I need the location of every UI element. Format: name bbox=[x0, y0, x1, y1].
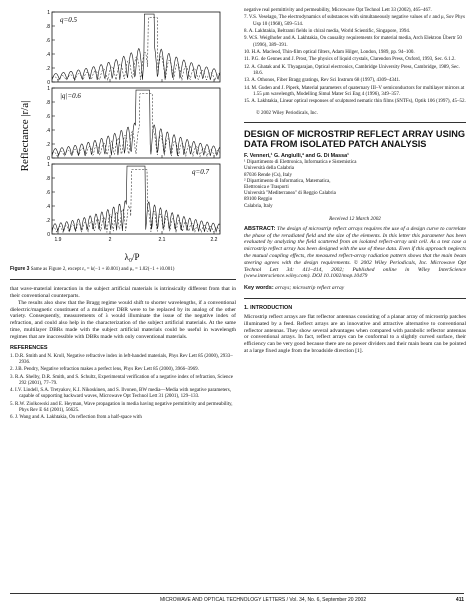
caption-label: Figure 3 bbox=[10, 266, 30, 272]
references-list-right bbox=[244, 8, 466, 106]
figure-caption bbox=[10, 266, 236, 273]
references-heading: REFERENCES bbox=[10, 344, 48, 351]
copyright-notice: © 2002 Wiley Periodicals, Inc. bbox=[256, 110, 318, 116]
affiliation-line: Elettronica e Trasporti bbox=[244, 184, 289, 190]
reference-item: 7. V.S. Veselago, The electrodynamics of substances with simultaneously negative values of ε and μ, Sov Phys Usp 10 (1968), 509–514. bbox=[244, 15, 465, 27]
abstract-text: The design of microstrip reflect arrays requires the use of a design curve to correlate the phase of the reradiated field and the size of the elements. In this letter this parameter has been evaluated by analyzing the field scattered from an isolated reflect-array unit cell. As a test case a microstrip reflect array has been designed with the use of these data. Even if this approach neglects the mutual coupling effects, the measured reflect-array radiation pattern shows that the main beam steering agrees with the design requirements. © 2002 Wiley Periodicals, Inc. Microwave Opt Technol Lett 34: 411–414, 2002; Published online in Wiley InterScience (www.interscience.wiley.com). DOI 10.1002/mop.10479 bbox=[244, 225, 466, 280]
y-tick-label: .6 bbox=[45, 38, 50, 44]
reference-item: 4. I.V. Lindell, S.A. Tretyakov, K.I. Nikoskinen, and S. Ilvonen, BW media—Media with negative parameters, capable of supporting backward waves, Microwave Opt Technol Lett 31 (2001), 129–133. bbox=[10, 388, 231, 400]
affiliation-line: ¹ Dipartimento di Elettronica, Informatica e Sistemistica bbox=[244, 160, 357, 166]
y-tick-label: 0 bbox=[47, 156, 50, 162]
reference-item: 6. J. Wang and A. Lakhtakia, On reflection from a half-space with bbox=[10, 415, 142, 421]
reference-item: 11. P.G. de Gennes and J. Prost, The physics of liquid crystals, Clarendon Press, Oxford, 1993, Sec. 6.1.2. bbox=[244, 57, 456, 63]
figure-3 bbox=[10, 8, 236, 264]
received-date: Received 12 March 2002 bbox=[329, 215, 381, 222]
reference-item: 13. A. Othonos, Fiber Bragg gratings, Rev Sci Instrum 68 (1997), 4309–4341. bbox=[244, 78, 401, 84]
left-column bbox=[10, 8, 236, 423]
affiliation-line: ² Dipartimento di Informatica, Matematica, bbox=[244, 178, 331, 184]
y-tick-label: 1 bbox=[47, 10, 50, 16]
divider bbox=[244, 122, 466, 123]
affiliation-line: Università "Mediterranea" di Reggio Calabria bbox=[244, 191, 336, 197]
reference-item: negative real permittivity and permeability, Microwave Opt Technol Lett 33 (2002), 465–467. bbox=[244, 8, 432, 13]
reflectance-curve-solid bbox=[52, 14, 220, 80]
abstract-label: ABSTRACT: bbox=[244, 225, 276, 232]
y-tick-label: 1 bbox=[47, 162, 50, 168]
y-tick-label: 0 bbox=[47, 80, 50, 86]
y-tick-label: .6 bbox=[45, 114, 50, 120]
affiliation-line: Calabria, Italy bbox=[244, 203, 273, 209]
left-body-text bbox=[10, 286, 236, 340]
author-names: F. Venneri,¹ G. Angiulli,² and G. Di Massa¹ bbox=[244, 153, 349, 160]
keywords bbox=[244, 285, 466, 292]
y-tick-label: .8 bbox=[45, 24, 50, 30]
affiliation-line: 87036 Rende (Cs), Italy bbox=[244, 172, 293, 178]
abstract bbox=[244, 226, 466, 280]
panel-label: q=0.7 bbox=[192, 168, 209, 176]
reference-item: 15. A. Lakhtakia, Linear optical responses of sculptured nematic thin films (SNTFs), Optik 106 (1997), 45–52. bbox=[244, 99, 466, 105]
reference-item: 9. W.S. Weiglhofer and A. Lakhtakia, On causality requirements for material media, Arch Elektron Übertr 50 (1996), 389–391. bbox=[244, 36, 462, 48]
y-axis-label: Reflectance |r/a| bbox=[19, 100, 31, 172]
y-tick-label: .2 bbox=[45, 142, 50, 148]
intro-text: Microstrip reflect arrays are flat reflector antennas consisting of a planar array of microstrip patches illuminated by a feed. Reflect arrays are an innovative and attractive alternative to conventional reflector antennas. They show several advantages when compared with parabolic reflector antennas or conventional arrays. In fact, reflect arrays can be conformal to a slightly curved surface, their efficiency can be very good because there are no power dividers and their main beam can be pointed at a large fixed angle from the broadside direction [1]. bbox=[244, 313, 466, 354]
x-tick-label: 2 bbox=[108, 237, 112, 243]
page-number: 411 bbox=[455, 597, 464, 603]
panel-label: q=0.5 bbox=[60, 16, 77, 24]
right-column bbox=[244, 8, 466, 355]
reference-item: 14. M. Guden and J. Piperk, Material parameters of quaternary III–V semiconductors for multilayer mirrors at 1.55 μm wavelength, Modelling Simul Mater Sci Eng 4 (1996), 349–357. bbox=[244, 85, 465, 97]
divider bbox=[244, 298, 466, 299]
reference-item: 8. A. Lakhtakia, Beltrami fields in chiral media, World Scientific, Singapore, 1994. bbox=[244, 28, 411, 34]
affiliation-line: Università della Calabria bbox=[244, 166, 294, 172]
page-footer bbox=[10, 593, 464, 603]
journal-footer: MICROWAVE AND OPTICAL TECHNOLOGY LETTERS / Vol. 34, No. 6, September 20 2002 bbox=[160, 597, 367, 603]
y-tick-label: .8 bbox=[45, 176, 50, 182]
reflectance-panel bbox=[46, 86, 220, 162]
reflectance-panel bbox=[46, 162, 220, 243]
affiliations bbox=[244, 160, 466, 210]
y-tick-label: 0 bbox=[47, 232, 50, 238]
reference-item: 1. D.R. Smith and N. Kroll, Negative refractive index in left-handed materials, Phys Rev Lett 85 (2000), 2933–2936. bbox=[10, 353, 233, 365]
y-tick-label: .8 bbox=[45, 100, 50, 106]
y-tick-label: .4 bbox=[45, 204, 50, 210]
keywords-label: Key words: bbox=[244, 285, 274, 292]
y-tick-label: .4 bbox=[45, 128, 50, 134]
y-tick-label: 1 bbox=[47, 86, 50, 92]
x-tick-label: 2.2 bbox=[210, 237, 218, 243]
y-tick-label: .2 bbox=[45, 218, 50, 224]
x-tick-label: 1.9 bbox=[54, 237, 62, 243]
y-tick-label: .2 bbox=[45, 66, 50, 72]
article-title: DESIGN OF MICROSTRIP REFLECT ARRAY USING DATA FROM ISOLATED PATCH ANALYSIS bbox=[244, 128, 466, 149]
intro-heading: 1. INTRODUCTION bbox=[244, 304, 293, 311]
body-paragraph: that wave-material interaction in the subject artificial materials is intrinsically different from that in their conventional counterparts. bbox=[10, 286, 236, 300]
reflectance-panel bbox=[46, 10, 220, 86]
reference-item: 12. A. Ghatak and K. Thyagarajan, Optical electronics, Cambridge University Press, Cambridge, 1989, Sec. 18.6. bbox=[244, 64, 460, 76]
affiliation-line: 89100 Reggio bbox=[244, 197, 273, 203]
reflectance-plots bbox=[10, 8, 236, 264]
divider bbox=[10, 279, 236, 280]
references-list-left bbox=[10, 354, 236, 422]
y-tick-label: .6 bbox=[45, 190, 50, 196]
reference-item: 2. J.B. Pendry, Negative refraction makes a perfect lens, Phys Rev Lett 85 (2000), 3966–3969. bbox=[10, 367, 199, 373]
body-paragraph: The results also show that the Bragg regime would shift to shorter wavelengths, if a conventional dielectric/magnetic constituent of a multilayer DBR were to be replaced by its analog of the other variety. Consequently, measurements of λ would illuminate the issue of the negative index of refraction, and could also help in the characterization of the subject artificial materials. At the same time, multilayer DBRs made with the subject artificial materials could be useful in wavelength regimes that are inaccessible with DBRs made with only conventional materials. bbox=[10, 299, 236, 340]
x-tick-label: 2.1 bbox=[158, 237, 166, 243]
y-tick-label: .4 bbox=[45, 52, 50, 58]
reference-item: 10. H.A. Macleod, Thin-film optical filters, Adam Hilger, London, 1989, pp. 94–100. bbox=[244, 49, 415, 55]
panel-label: |q|=0.6 bbox=[60, 92, 81, 100]
keywords-text: arrays; microstrip reflect array bbox=[275, 285, 345, 292]
x-axis-label: λ₀/P bbox=[124, 252, 140, 262]
reference-item: 5. R.W. Ziolkowski and E. Heyman, Wave propagation in media having negative permittivity and permeability, Phys Rev E 64 (2001), 56625. bbox=[10, 401, 233, 414]
reference-item: 3. R.A. Shelby, D.R. Smith, and S. Schultz, Experimental verification of a negative index of refraction, Science 292 (2001), 77–79. bbox=[10, 374, 233, 386]
caption-text: Same as Figure 2, except εₐ = k(−1 + i0.001) and μₐ = 1.02(−1 + i0.001) bbox=[30, 267, 175, 272]
